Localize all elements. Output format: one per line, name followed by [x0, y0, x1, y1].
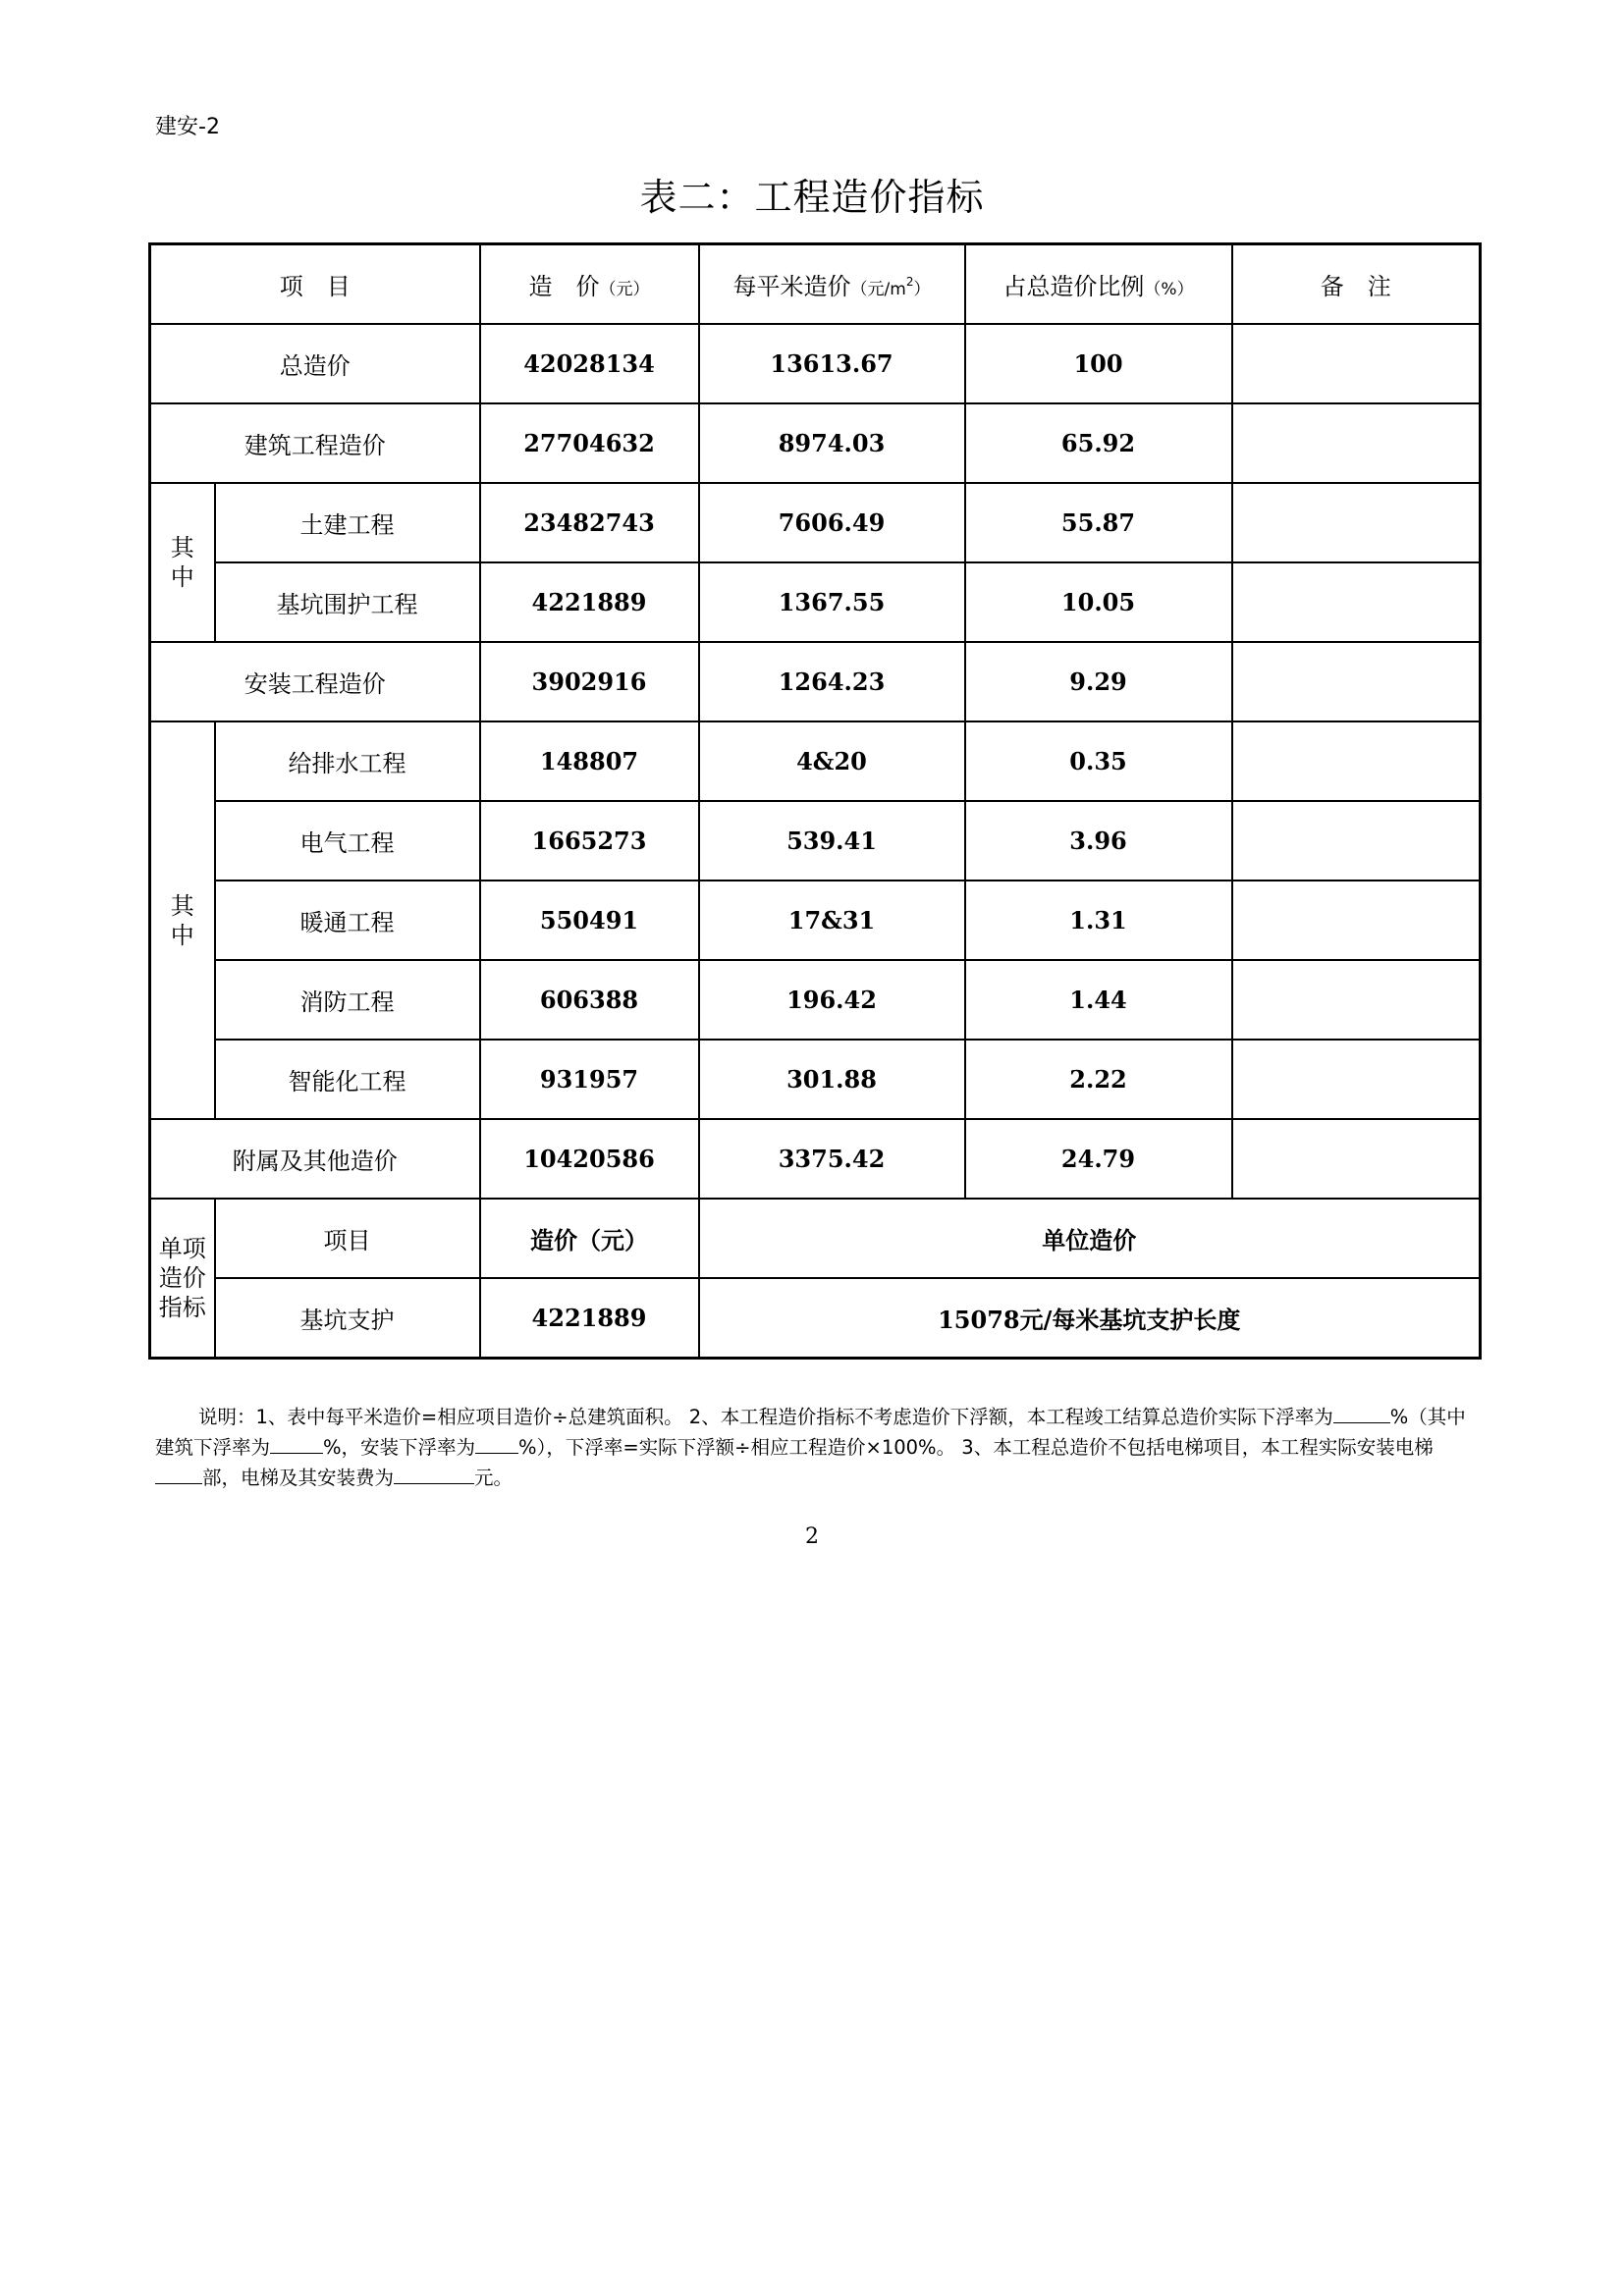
row-name: 附属及其他造价	[150, 1119, 480, 1199]
row-ratio: 2.22	[965, 1040, 1232, 1119]
single-item-name: 基坑支护	[215, 1278, 480, 1359]
row-per-sqm: 196.42	[699, 960, 965, 1040]
row-remark	[1232, 1040, 1481, 1119]
single-item-header-unit-cost: 单位造价	[699, 1199, 1481, 1278]
table-row	[150, 960, 1481, 1040]
row-cost: 3902916	[480, 642, 699, 721]
row-name: 总造价	[150, 324, 480, 403]
header-per-sqm	[699, 244, 965, 325]
table-row	[150, 483, 1481, 562]
row-name: 基坑围护工程	[215, 562, 480, 642]
row-cost: 4221889	[480, 562, 699, 642]
row-per-sqm: 301.88	[699, 1040, 965, 1119]
header-ratio-unit: （%）	[1144, 280, 1194, 299]
note-text: %），下浮率=实际下浮额÷相应工程造价×100%。 3、本工程总造价不包括电梯项目，本工程实际安装电梯	[518, 1436, 1434, 1459]
table-row	[150, 881, 1481, 960]
table-row	[150, 642, 1481, 721]
group-label-line: 其	[170, 534, 194, 561]
single-item-row	[150, 1278, 1481, 1359]
single-item-header-item: 项目	[215, 1199, 480, 1278]
row-ratio: 1.31	[965, 881, 1232, 960]
blank-field	[1333, 1403, 1390, 1423]
blank-field	[270, 1433, 323, 1454]
row-name: 给排水工程	[215, 721, 480, 801]
document-code: 建安-2	[155, 115, 220, 139]
blank-field	[155, 1464, 202, 1484]
group-label-line: 中	[170, 921, 194, 949]
page-number: 2	[805, 1524, 819, 1549]
header-cost-unit: （元）	[599, 280, 650, 299]
row-cost: 606388	[480, 960, 699, 1040]
blank-field	[394, 1464, 474, 1484]
single-item-cost: 4221889	[480, 1278, 699, 1359]
header-ratio-label: 占总造价比例	[1002, 273, 1145, 300]
row-cost: 10420586	[480, 1119, 699, 1199]
row-cost: 1665273	[480, 801, 699, 881]
note-text: 元。	[474, 1467, 514, 1489]
note-text: %（其中建筑下浮率为	[155, 1406, 1466, 1459]
row-remark	[1232, 642, 1481, 721]
row-per-sqm: 4&20	[699, 721, 965, 801]
single-item-label-line: 单项	[158, 1235, 206, 1262]
row-ratio: 9.29	[965, 642, 1232, 721]
row-cost: 550491	[480, 881, 699, 960]
explanation-note	[155, 1402, 1471, 1493]
header-per-sqm-sup: 2	[905, 275, 914, 289]
row-cost: 42028134	[480, 324, 699, 403]
row-remark	[1232, 562, 1481, 642]
row-ratio: 24.79	[965, 1119, 1232, 1199]
row-ratio: 100	[965, 324, 1232, 403]
cost-index-table	[148, 242, 1482, 1360]
row-remark	[1232, 801, 1481, 881]
header-row	[150, 244, 1481, 325]
row-ratio: 0.35	[965, 721, 1232, 801]
single-item-header-row	[150, 1199, 1481, 1278]
row-remark	[1232, 324, 1481, 403]
row-ratio: 55.87	[965, 483, 1232, 562]
row-name: 安装工程造价	[150, 642, 480, 721]
row-remark	[1232, 403, 1481, 483]
row-per-sqm: 1264.23	[699, 642, 965, 721]
row-name: 电气工程	[215, 801, 480, 881]
row-per-sqm: 3375.42	[699, 1119, 965, 1199]
header-ratio	[965, 244, 1232, 325]
single-item-unit-cost: 15078元/每米基坑支护长度	[699, 1278, 1481, 1359]
row-cost: 27704632	[480, 403, 699, 483]
table-row	[150, 403, 1481, 483]
row-cost: 931957	[480, 1040, 699, 1119]
row-ratio: 10.05	[965, 562, 1232, 642]
header-per-sqm-label: 每平米造价	[732, 273, 851, 300]
single-item-label-line: 指标	[158, 1294, 206, 1321]
row-name: 智能化工程	[215, 1040, 480, 1119]
group-label-building	[150, 483, 215, 642]
table-row	[150, 721, 1481, 801]
note-text: 部，电梯及其安装费为	[202, 1467, 395, 1489]
single-item-label	[150, 1199, 215, 1359]
header-cost	[480, 244, 699, 325]
row-cost: 148807	[480, 721, 699, 801]
row-ratio: 65.92	[965, 403, 1232, 483]
note-text: %，安装下浮率为	[323, 1436, 476, 1459]
row-per-sqm: 539.41	[699, 801, 965, 881]
row-per-sqm: 17&31	[699, 881, 965, 960]
table-row	[150, 562, 1481, 642]
row-name: 土建工程	[215, 483, 480, 562]
row-per-sqm: 1367.55	[699, 562, 965, 642]
row-name: 建筑工程造价	[150, 403, 480, 483]
row-cost: 23482743	[480, 483, 699, 562]
group-label-install	[150, 721, 215, 1119]
table-row	[150, 801, 1481, 881]
header-item: 项 目	[150, 244, 480, 325]
header-per-sqm-unit: （元/m	[850, 280, 906, 299]
header-cost-label: 造 价	[528, 273, 600, 300]
row-name: 消防工程	[215, 960, 480, 1040]
table-row	[150, 324, 1481, 403]
single-item-header-cost: 造价（元）	[480, 1199, 699, 1278]
table-row	[150, 1040, 1481, 1119]
group-label-line: 中	[170, 563, 194, 591]
row-ratio: 1.44	[965, 960, 1232, 1040]
row-remark	[1232, 1119, 1481, 1199]
row-remark	[1232, 721, 1481, 801]
row-name: 暖通工程	[215, 881, 480, 960]
row-remark	[1232, 483, 1481, 562]
note-text: 说明：1、表中每平米造价=相应项目造价÷总建筑面积。 2、本工程造价指标不考虑造价下浮额，本工程竣工结算总造价实际下浮率为	[198, 1406, 1333, 1428]
row-per-sqm: 7606.49	[699, 483, 965, 562]
row-per-sqm: 13613.67	[699, 324, 965, 403]
header-per-sqm-close: ）	[913, 280, 931, 299]
row-remark	[1232, 960, 1481, 1040]
row-remark	[1232, 881, 1481, 960]
blank-field	[475, 1433, 518, 1454]
group-label-line: 其	[170, 891, 194, 920]
row-ratio: 3.96	[965, 801, 1232, 881]
table-title: 表二：工程造价指标	[639, 176, 985, 219]
row-per-sqm: 8974.03	[699, 403, 965, 483]
header-remark: 备 注	[1232, 244, 1481, 325]
single-item-label-line: 造价	[158, 1264, 206, 1292]
table-row	[150, 1119, 1481, 1199]
